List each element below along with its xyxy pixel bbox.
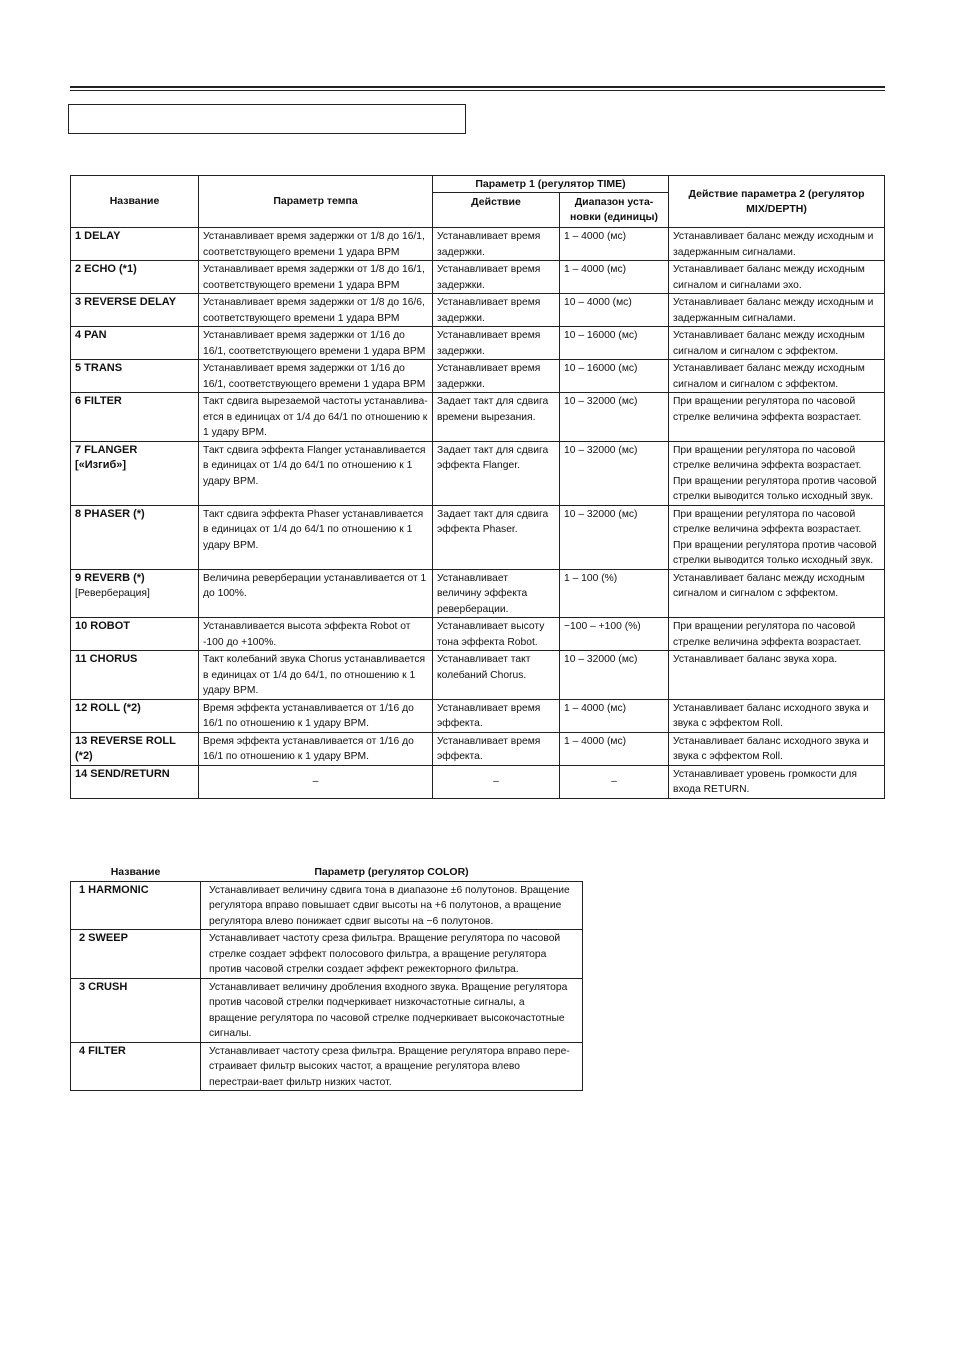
param1-range: 10 – 4000 (мс) xyxy=(560,294,669,327)
effect-name-label: 3 REVERSE DELAY xyxy=(75,296,177,308)
param1-range: 1 – 4000 (мс) xyxy=(560,732,669,765)
table-row xyxy=(71,261,885,294)
color-effect-name: 4 FILTER xyxy=(71,1042,201,1091)
effect-name-label: 12 ROLL (*2) xyxy=(75,701,141,714)
effect-name-label: 5 TRANS xyxy=(75,362,123,374)
table-row xyxy=(71,732,885,765)
table-row xyxy=(71,699,885,732)
param2-action: Устанавливает уровень громкости для входа RETURN. xyxy=(669,765,885,798)
section-title-box xyxy=(68,104,466,134)
param1-action: Устанавливает высоту тона эффекта Robot. xyxy=(433,618,560,651)
table-row xyxy=(71,360,885,393)
tempo-param: Устанавливает время задержки от 1/16 до 16/1, соответствующего времени 1 удара BPM xyxy=(199,360,433,393)
table-row xyxy=(71,569,885,618)
param1-action: Устанавливает время задержки. xyxy=(433,261,560,294)
table-row xyxy=(71,1042,583,1091)
table-row xyxy=(71,765,885,798)
table-row xyxy=(71,881,583,930)
tempo-param: Время эффекта устанавливается от 1/16 до 16/1 по отношению к 1 удару BPM. xyxy=(199,732,433,765)
param2-action: Устанавливает баланс между исходным и задержанным сигналами. xyxy=(669,228,885,261)
table-row xyxy=(71,441,885,505)
effect-name-label: 11 CHORUS xyxy=(75,653,138,665)
tempo-param: Устанавливает время задержки от 1/8 до 16/6, соответствующего времени 1 удара BPM xyxy=(199,294,433,327)
param2-action: При вращении регулятора по часовой стрелке величина эффекта возрастает. xyxy=(669,393,885,442)
tempo-param: Величина реверберации устанавливается от 1 до 100%. xyxy=(199,569,433,618)
effect-name xyxy=(71,261,199,294)
param2-action: Устанавливает баланс исходного звука и звука с эффектом Roll. xyxy=(669,699,885,732)
table-row xyxy=(71,978,583,1042)
tempo-param: Устанавливает время задержки от 1/8 до 16/1, соответствующего времени 1 удара BPM xyxy=(199,261,433,294)
color-param: Устанавливает величину сдвига тона в диапазоне ±6 полутонов. Вращение регулятора вправо повышает сдвиг высоты на +6 полутонов, а вращение регулятора влево понижает сдвиг высоты на −6 полутонов. xyxy=(201,881,583,930)
tempo-param: Устанавливается высота эффекта Robot от -100 до +100%. xyxy=(199,618,433,651)
effect-name xyxy=(71,327,199,360)
effect-name xyxy=(71,732,199,765)
effect-name-label: 9 REVERB (*) xyxy=(75,571,145,584)
param1-range: 10 – 16000 (мс) xyxy=(560,360,669,393)
param2-action: Устанавливает баланс между исходным сигналом и сигналом с эффектом. xyxy=(669,327,885,360)
effect-name-sub: [«Изгиб»] xyxy=(75,459,127,471)
effect-name-label: 8 PHASER (*) xyxy=(75,507,145,520)
color-param: Устанавливает частоту среза фильтра. Вращение регулятора по часовой стрелке создает эффект полосового фильтра, а вращение регулятора против часовой стрелки создает эффект режекторного фильтра. xyxy=(201,930,583,979)
header-rule-thin xyxy=(70,90,885,91)
param1-range: 1 – 100 (%) xyxy=(560,569,669,618)
tempo-param: Время эффекта устанавливается от 1/16 до 16/1 по отношению к 1 удару BPM. xyxy=(199,699,433,732)
table-row xyxy=(71,505,885,569)
effect-name-label: 6 FILTER xyxy=(75,395,122,407)
param1-range: 1 – 4000 (мс) xyxy=(560,699,669,732)
param1-action: Задает такт для сдвига времени вырезания. xyxy=(433,393,560,442)
effect-name-label: 14 SEND/RETURN xyxy=(75,767,170,780)
header-range: Диапазон уста-новки (единицы) xyxy=(560,193,669,228)
color-effect-name: 3 CRUSH xyxy=(71,978,201,1042)
header-name: Название xyxy=(71,176,199,228)
param1-action: Устанавливает время задержки. xyxy=(433,360,560,393)
color-effect-name: 2 SWEEP xyxy=(71,930,201,979)
header-rule-thick xyxy=(70,86,885,88)
param1-range: 1 – 4000 (мс) xyxy=(560,261,669,294)
param1-range: 10 – 32000 (мс) xyxy=(560,505,669,569)
tempo-param: Такт сдвига эффекта Flanger устанавливается в единицах от 1/4 до 64/1 по отношению к 1 удару BPM. xyxy=(199,441,433,505)
effect-name xyxy=(71,505,199,569)
effect-name xyxy=(71,294,199,327)
param1-action: Устанавливает время задержки. xyxy=(433,294,560,327)
color-effect-name: 1 HARMONIC xyxy=(71,881,201,930)
effect-name xyxy=(71,699,199,732)
tempo-param: Такт сдвига вырезаемой частоты устанавлива-ется в единицах от 1/4 до 64/1 по отношению к 1 удару BPM. xyxy=(199,393,433,442)
table-row xyxy=(71,618,885,651)
effect-name xyxy=(71,393,199,442)
tempo-param: Устанавливает время задержки от 1/16 до 16/1, соответствующего времени 1 удара BPM xyxy=(199,327,433,360)
tempo-param: Такт колебаний звука Chorus устанавливается в единицах от 1/4 до 64/1, по отношению к 1 удару BPM. xyxy=(199,651,433,700)
param1-range: 10 – 32000 (мс) xyxy=(560,441,669,505)
tempo-param: Такт сдвига эффекта Phaser устанавливается в единицах от 1/4 до 64/1 по отношению к 1 удару BPM. xyxy=(199,505,433,569)
param1-range: – xyxy=(560,765,669,798)
param1-action: Устанавливает такт колебаний Chorus. xyxy=(433,651,560,700)
table-row xyxy=(71,294,885,327)
param2-action: При вращении регулятора по часовой стрелке величина эффекта возрастает. При вращении регулятора против часовой стрелки выводится только исходный звук. xyxy=(669,505,885,569)
param1-range: 10 – 32000 (мс) xyxy=(560,393,669,442)
param1-action: Устанавливает время задержки. xyxy=(433,228,560,261)
tempo-param: Устанавливает время задержки от 1/8 до 16/1, соответствующего времени 1 удара BPM xyxy=(199,228,433,261)
param1-range: −100 – +100 (%) xyxy=(560,618,669,651)
effect-name xyxy=(71,569,199,618)
param2-action: Устанавливает баланс между исходным сигналом и сигналом с эффектом. xyxy=(669,569,885,618)
header-param2: Действие параметра 2 (регулятор MIX/DEPTH) xyxy=(669,176,885,228)
effect-name-label: 7 FLANGER xyxy=(75,443,138,456)
param2-action: Устанавливает баланс между исходным сигналом и сигналом с эффектом. xyxy=(669,360,885,393)
param1-action: – xyxy=(433,765,560,798)
header-tempo: Параметр темпа xyxy=(199,176,433,228)
table-row xyxy=(71,651,885,700)
effect-name-label: 1 DELAY xyxy=(75,230,121,242)
effect-name xyxy=(71,651,199,700)
effect-name xyxy=(71,360,199,393)
param1-action: Задает такт для сдвига эффекта Phaser. xyxy=(433,505,560,569)
tempo-param: – xyxy=(199,765,433,798)
table-row xyxy=(71,228,885,261)
header-param1: Параметр 1 (регулятор TIME) xyxy=(433,176,669,193)
header-action: Действие xyxy=(433,193,560,228)
param2-action: Устанавливает баланс между исходным сигналом и сигналами эхо. xyxy=(669,261,885,294)
effect-name-label: 13 REVERSE ROLL (*2) xyxy=(75,734,176,762)
param1-range: 1 – 4000 (мс) xyxy=(560,228,669,261)
param2-action: Устанавливает баланс звука хора. xyxy=(669,651,885,700)
effect-name xyxy=(71,618,199,651)
param1-range: 10 – 32000 (мс) xyxy=(560,651,669,700)
param1-action: Задает такт для сдвига эффекта Flanger. xyxy=(433,441,560,505)
effect-name xyxy=(71,228,199,261)
table-row xyxy=(71,930,583,979)
effect-name-label: 2 ECHO (*1) xyxy=(75,263,137,275)
param2-action: Устанавливает баланс между исходным и задержанным сигналами. xyxy=(669,294,885,327)
param1-action: Устанавливает время эффекта. xyxy=(433,699,560,732)
effect-name-sub: [Реверберация] xyxy=(75,588,150,599)
table-row xyxy=(71,393,885,442)
color-param: Устанавливает величину дробления входного звука. Вращение регулятора против часовой стрелки подчеркивает низкочастотные сигналы, а вращение регулятора по часовой стрелке подчеркивает высокочастотные сигналы. xyxy=(201,978,583,1042)
param2-action: Устанавливает баланс исходного звука и звука с эффектом Roll. xyxy=(669,732,885,765)
color-param: Устанавливает частоту среза фильтра. Вращение регулятора вправо пере-страивает фильтр высоких частот, а вращение регулятора влево перестраи-вает фильтр низких частот. xyxy=(201,1042,583,1091)
header-name-2: Название xyxy=(71,865,201,881)
param2-action: При вращении регулятора по часовой стрелке величина эффекта возрастает. xyxy=(669,618,885,651)
header-param-color: Параметр (регулятор COLOR) xyxy=(201,865,583,881)
effect-name-label: 4 PAN xyxy=(75,329,107,341)
param1-action: Устанавливает время задержки. xyxy=(433,327,560,360)
param2-action: При вращении регулятора по часовой стрелке величина эффекта возрастает. При вращении регулятора против часовой стрелки выводится только исходный звук. xyxy=(669,441,885,505)
effect-name xyxy=(71,441,199,505)
effect-name-label: 10 ROBOT xyxy=(75,620,131,632)
param1-action: Устанавливает величину эффекта реверберации. xyxy=(433,569,560,618)
param1-action: Устанавливает время эффекта. xyxy=(433,732,560,765)
effects-table xyxy=(70,175,885,799)
param1-range: 10 – 16000 (мс) xyxy=(560,327,669,360)
table-row xyxy=(71,327,885,360)
effect-name xyxy=(71,765,199,798)
color-effects-table xyxy=(70,865,583,1091)
